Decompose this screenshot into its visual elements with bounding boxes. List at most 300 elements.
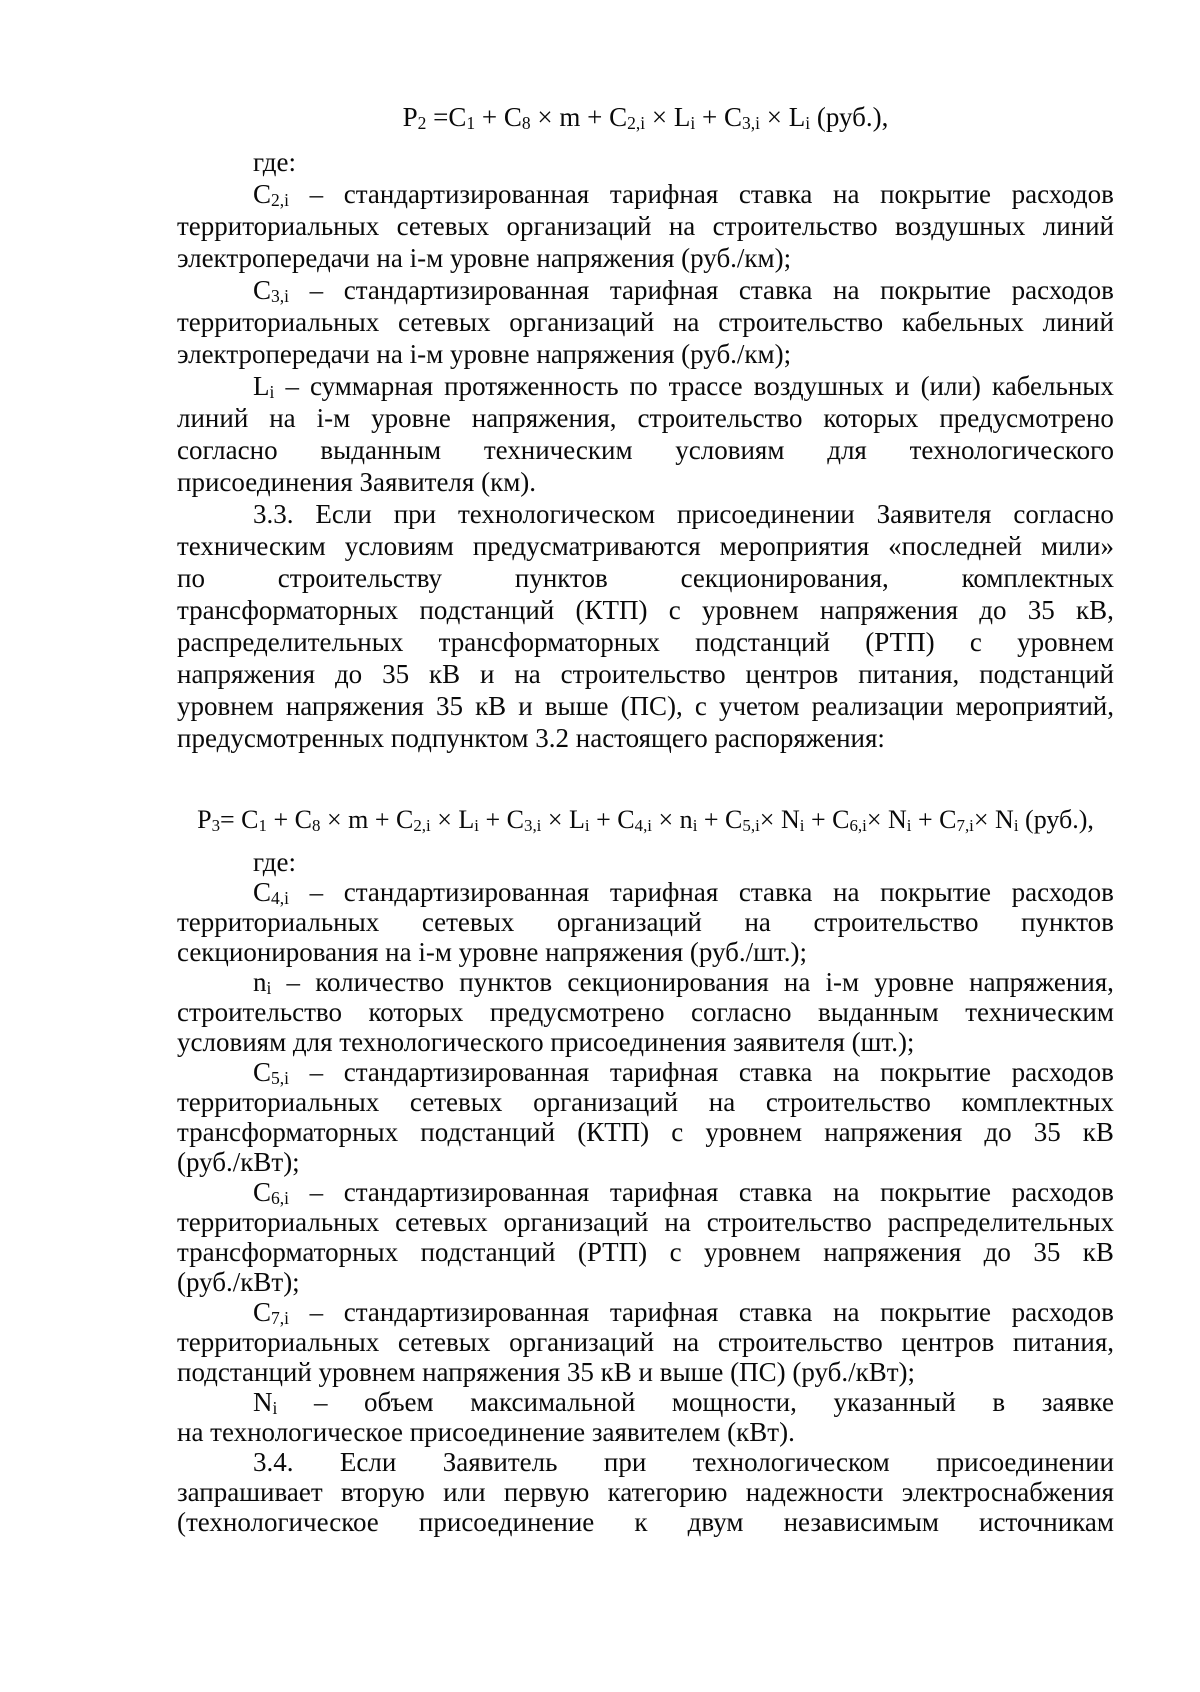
word: – (309, 179, 324, 209)
word: питания, (1012, 1327, 1114, 1357)
word: запрашивает (177, 1477, 323, 1507)
text-line (177, 1297, 1114, 1327)
word: территориальных (177, 307, 380, 337)
subscript: i (584, 816, 590, 836)
word: территориальных (177, 211, 380, 241)
word: тарифная (609, 1177, 719, 1207)
word: на (833, 877, 860, 907)
word: кабельных (991, 371, 1114, 401)
text-line (177, 1177, 1114, 1207)
subscript: 2,i (413, 816, 431, 836)
word: подстанций (420, 1237, 556, 1267)
word: тарифная (609, 275, 719, 305)
word: напряжения, (471, 403, 617, 433)
text-line (177, 907, 1114, 937)
word: организаций (503, 1207, 649, 1237)
word: строительство (717, 1327, 883, 1357)
word: мероприятия (719, 531, 870, 561)
word: линий (1042, 307, 1114, 337)
word: техническим (177, 531, 326, 561)
text-line (177, 594, 1114, 626)
word: и (518, 691, 533, 721)
word: сетевых (421, 907, 515, 937)
word: территориальных (177, 1087, 380, 1117)
text-line: предусмотренных подпунктом 3.2 настоящего распоряжения: (177, 723, 885, 753)
word: сетевых (398, 307, 491, 337)
word: уровнем (705, 1117, 803, 1147)
word: сетевых (397, 1327, 491, 1357)
word: мили» (1040, 531, 1114, 561)
word: 35 (382, 659, 410, 689)
word: строительство (712, 211, 878, 241)
word: 35 (435, 691, 463, 721)
text-line (177, 1237, 1114, 1267)
word: i-м (316, 403, 351, 433)
word: строительство (813, 907, 979, 937)
word: ставка (738, 179, 813, 209)
word: присоединение (418, 1507, 595, 1537)
word: подстанций (695, 627, 830, 657)
word: подстанций (420, 1117, 556, 1147)
word: на (708, 1087, 736, 1117)
word: распределительных (177, 627, 404, 657)
word: объем (364, 1387, 434, 1417)
text-line (177, 1207, 1114, 1237)
word: кВ (1082, 1237, 1114, 1267)
word: (РТП) (577, 1237, 648, 1267)
word: количество (315, 967, 445, 997)
text-line (177, 1087, 1114, 1117)
text-line: электропередачи на i-м уровне напряжения (руб./км); (177, 243, 792, 273)
text-line: электропередачи на i-м уровне напряжения (руб./км); (177, 339, 792, 369)
word: трассе (668, 371, 743, 401)
word: пунктов (1021, 907, 1114, 937)
word: на (664, 1207, 691, 1237)
word: тарифная (609, 877, 719, 907)
word: реализации (811, 691, 944, 721)
subscript: 6,i (271, 1188, 290, 1209)
subscript: 3,i (524, 816, 542, 836)
word: (ПС), (620, 691, 683, 721)
formula-p2: $P_2 =C_1 + C_8 \times m + C_{2,i} \times L_i + C_{3,i} \times L_i$ (руб.), (402, 102, 889, 134)
subscript: 5,i (742, 816, 760, 836)
word: на (672, 1327, 700, 1357)
text-line (177, 306, 1114, 338)
word: распределительных (887, 1207, 1114, 1237)
word: уровнем (1017, 627, 1114, 657)
word: пунктов (514, 563, 608, 593)
word: $C_{5,i}$ (253, 1057, 290, 1089)
word: кВ (1082, 1117, 1114, 1147)
word: ставка (738, 1177, 813, 1207)
word: которых (823, 403, 919, 433)
word: предусмотрено (939, 403, 1114, 433)
word: мощности, (671, 1387, 797, 1417)
text-line (177, 178, 1114, 210)
word: напряжения (824, 1117, 963, 1147)
text-line: (руб./кВт); (177, 1147, 300, 1177)
word: согласно (1013, 499, 1114, 529)
text-line (177, 997, 1114, 1027)
word: расходов (1011, 877, 1114, 907)
word: $L_i$ (253, 371, 275, 403)
word: (или) (920, 371, 981, 401)
text-line: секционирования на i-м уровне напряжения (руб./шт.); (177, 937, 807, 967)
word: которых (368, 997, 464, 1027)
word: и (480, 659, 495, 689)
text-line (177, 498, 1114, 530)
word: территориальных (177, 907, 380, 937)
word: с (969, 627, 982, 657)
word: строительство (560, 659, 726, 689)
word: покрытие (880, 1057, 992, 1087)
word: по (177, 563, 205, 593)
word: с (694, 691, 707, 721)
word: расходов (1011, 1297, 1114, 1327)
word: уровнем (704, 1237, 801, 1267)
word: строительство (177, 997, 342, 1027)
word: указанный (833, 1387, 956, 1417)
word: строительство (706, 1207, 872, 1237)
word: до (984, 1117, 1012, 1147)
word: подстанций (979, 659, 1114, 689)
text-line (177, 530, 1114, 562)
text-line (177, 210, 1114, 242)
word: расходов (1011, 179, 1114, 209)
formula-p3: $P_3= C_1 + C_8 \times m + C_{2,i} \times L_i + C_{3,i} \times L_i + C_{4,i} \times n_i + C_{5,i}\times N_i + C_{6,i}\times N_i + C_{7,i}\times N_i$ (руб.), (197, 805, 1094, 836)
word: $C_{6,i}$ (253, 1177, 290, 1209)
word: предусмотрено (489, 997, 665, 1027)
word: строительству (277, 563, 443, 593)
word: независимым (783, 1507, 939, 1537)
word: комплектных (961, 1087, 1114, 1117)
word: i-м (825, 967, 860, 997)
word: с (671, 1117, 684, 1147)
word: технологическом (692, 1447, 890, 1477)
subscript: 4,i (634, 816, 653, 836)
text-line (177, 1447, 1114, 1477)
word: организаций (533, 1087, 679, 1117)
subscript: 7,i (271, 1308, 290, 1329)
word: на (744, 907, 771, 937)
word: до (979, 595, 1007, 625)
text-section-1 (177, 146, 1114, 754)
word: питания, (858, 659, 960, 689)
subscript: i (805, 113, 811, 134)
word: (КТП) (575, 595, 648, 625)
word: на (833, 179, 860, 209)
word: (КТП) (577, 1117, 650, 1147)
text-line (177, 1117, 1114, 1147)
text-line (177, 658, 1114, 690)
subscript: 3 (211, 816, 221, 836)
word: заявке (1041, 1387, 1114, 1417)
word: ставка (738, 1057, 813, 1087)
word: центров (745, 659, 839, 689)
word: расходов (1011, 1177, 1114, 1207)
word: по (629, 371, 658, 401)
word: расходов (1011, 275, 1114, 305)
word: технологического (909, 435, 1114, 465)
text-line (177, 1507, 1114, 1537)
word: строительство (765, 1087, 931, 1117)
word: трансформаторных (177, 1117, 399, 1147)
word: покрытие (880, 877, 992, 907)
word: «последней (888, 531, 1022, 561)
text-line (177, 370, 1114, 402)
word: (РТП) (865, 627, 935, 657)
text-line: где: (253, 147, 296, 177)
word: расходов (1011, 1057, 1114, 1087)
word: кабельных (901, 307, 1024, 337)
text-line (177, 274, 1114, 306)
word: линий (177, 403, 249, 433)
word: суммарная (310, 371, 434, 401)
word: напряжения (823, 1237, 962, 1267)
text-line (177, 434, 1114, 466)
word: (технологическое (177, 1507, 379, 1537)
subscript: 2,i (271, 190, 290, 211)
subscript: i (799, 816, 805, 836)
word: уровне (371, 403, 451, 433)
subscript: 7,i (956, 816, 974, 836)
subscript: 2 (417, 113, 427, 134)
word: $C_{4,i}$ (253, 877, 290, 909)
word: воздушных (894, 211, 1026, 241)
text-line: на технологическое присоединение заявителем (кВт). (177, 1417, 795, 1447)
word: $N_i$ (253, 1387, 278, 1419)
word: первую (503, 1477, 590, 1507)
word: на (833, 1297, 860, 1327)
word: $C_{7,i}$ (253, 1297, 290, 1329)
text-line (177, 1327, 1114, 1357)
word: максимальной (470, 1387, 636, 1417)
word: – (309, 275, 324, 305)
subscript: 5,i (271, 1068, 290, 1089)
word: на (833, 275, 860, 305)
word: Заявителя (876, 499, 992, 529)
word: организаций (509, 307, 655, 337)
word: согласно (690, 997, 792, 1027)
word: 35 (1027, 595, 1055, 625)
word: территориальных (177, 1207, 380, 1237)
word: и (895, 371, 910, 401)
word: линий (1042, 211, 1114, 241)
subscript: 1 (466, 113, 476, 134)
subscript: 8 (312, 816, 321, 836)
word: выше (544, 691, 609, 721)
text-line (177, 690, 1114, 722)
word: или (443, 1477, 486, 1507)
word: сетевых (396, 211, 490, 241)
word: условиям (344, 531, 454, 561)
text-line (177, 877, 1114, 907)
word: напряжения (820, 595, 959, 625)
word: – (309, 877, 324, 907)
subscript: 4,i (271, 888, 290, 909)
subscript: 2,i (627, 113, 646, 134)
subscript: 6,i (849, 816, 867, 836)
word: тарифная (609, 179, 719, 209)
word: трансформаторных (177, 595, 399, 625)
text-line: присоединения Заявителя (км). (177, 467, 537, 497)
word: согласно (177, 435, 278, 465)
word: вторую (340, 1477, 425, 1507)
text-line (177, 1387, 1114, 1417)
word: стандартизированная (343, 877, 590, 907)
word: до (983, 1237, 1011, 1267)
word: для (827, 435, 867, 465)
word: 3.4. (253, 1447, 294, 1477)
word: – (309, 1057, 324, 1087)
word: к (634, 1507, 648, 1537)
subscript: i (269, 382, 275, 403)
word: тарифная (609, 1057, 719, 1087)
word: стандартизированная (343, 275, 590, 305)
word: на (672, 307, 700, 337)
word: напряжения, (969, 967, 1114, 997)
word: тарифная (609, 1297, 719, 1327)
word: секционирования, (680, 563, 889, 593)
word: – (309, 1177, 324, 1207)
text-line (177, 1057, 1114, 1087)
word: с (669, 1237, 682, 1267)
word: надежности (745, 1477, 884, 1507)
word: 35 (1033, 1117, 1061, 1147)
text-line: где: (253, 847, 296, 877)
word: выданным (320, 435, 442, 465)
word: Если (315, 499, 372, 529)
word: источникам (979, 1507, 1114, 1537)
word: кВ (428, 659, 461, 689)
text-line (177, 626, 1114, 658)
subscript: i (906, 816, 912, 836)
word: напряжения (177, 659, 316, 689)
word: электроснабжения (901, 1477, 1114, 1507)
word: покрытие (880, 275, 992, 305)
word: на (833, 1177, 860, 1207)
subscript: i (692, 816, 698, 836)
word: Заявитель (442, 1447, 558, 1477)
subscript: 1 (258, 816, 267, 836)
word: стандартизированная (343, 1177, 590, 1207)
word: – (313, 1387, 328, 1417)
word: при (393, 499, 437, 529)
word: при (603, 1447, 647, 1477)
word: уровнем (701, 595, 799, 625)
subscript: i (266, 978, 272, 999)
word: кВ (475, 691, 507, 721)
word: выданным (818, 997, 939, 1027)
word: присоединении (936, 1447, 1114, 1477)
word: Если (339, 1447, 397, 1477)
word: – (286, 967, 301, 997)
word: покрытие (880, 1297, 992, 1327)
subscript: 8 (521, 113, 531, 134)
subscript: 3,i (742, 113, 761, 134)
word: с (668, 595, 681, 625)
word: уровнем (177, 691, 274, 721)
word: двум (687, 1507, 744, 1537)
word: кВ, (1076, 595, 1114, 625)
word: предусматриваются (472, 531, 701, 561)
word: $n_i$ (253, 967, 272, 999)
word: техническим (965, 997, 1114, 1027)
subscript: i (272, 1398, 278, 1419)
word: строительство (637, 403, 803, 433)
word: секционирования (567, 967, 769, 997)
word: на (668, 211, 696, 241)
word: протяженность (444, 371, 619, 401)
word: техническим (483, 435, 633, 465)
word: мероприятий, (955, 691, 1114, 721)
word: на (833, 1057, 860, 1087)
word: трансформаторных (438, 627, 660, 657)
word: организаций (506, 211, 652, 241)
word: трансформаторных (177, 1237, 399, 1267)
word: организаций (556, 907, 702, 937)
word: присоединении (676, 499, 855, 529)
word: в (992, 1387, 1006, 1417)
word: – (309, 1297, 324, 1327)
word: на (269, 403, 296, 433)
word: покрытие (880, 1177, 992, 1207)
text-line: подстанций уровнем напряжения 35 кВ и выше (ПС) (руб./кВт); (177, 1357, 916, 1387)
word: ставка (738, 877, 813, 907)
word: подстанций (419, 595, 555, 625)
word: учетом (718, 691, 800, 721)
word: покрытие (880, 179, 992, 209)
word: стандартизированная (343, 1297, 590, 1327)
word: центров (901, 1327, 995, 1357)
word: категорию (607, 1477, 728, 1507)
text-line (177, 1477, 1114, 1507)
text-section-2 (177, 847, 1114, 1537)
word: на (514, 659, 541, 689)
word: стандартизированная (343, 1057, 590, 1087)
subscript: i (690, 113, 696, 134)
text-line (177, 562, 1114, 594)
word: 35 (1033, 1237, 1061, 1267)
word: комплектных (961, 563, 1114, 593)
word: напряжения (285, 691, 424, 721)
word: ставка (738, 275, 813, 305)
subscript: i (1013, 816, 1019, 836)
word: $C_{2,i}$ (253, 179, 290, 211)
subscript: 3,i (271, 286, 290, 307)
word: организаций (509, 1327, 655, 1357)
word: на (783, 967, 811, 997)
word: 3.3. (253, 499, 294, 529)
text-line (177, 967, 1114, 997)
word: стандартизированная (343, 179, 590, 209)
word: уровне (874, 967, 954, 997)
word: условиям (675, 435, 785, 465)
text-line (177, 402, 1114, 434)
word: до (334, 659, 363, 689)
word: технологическом (457, 499, 656, 529)
word: $C_{3,i}$ (253, 275, 290, 307)
text-line: условиям для технологического присоединения заявителя (шт.); (177, 1027, 915, 1057)
word: сетевых (409, 1087, 503, 1117)
text-line: (руб./кВт); (177, 1267, 300, 1297)
word: территориальных (177, 1327, 380, 1357)
word: пунктов (459, 967, 553, 997)
word: строительство (718, 307, 884, 337)
word: сетевых (395, 1207, 488, 1237)
word: – (285, 371, 299, 401)
word: ставка (738, 1297, 813, 1327)
